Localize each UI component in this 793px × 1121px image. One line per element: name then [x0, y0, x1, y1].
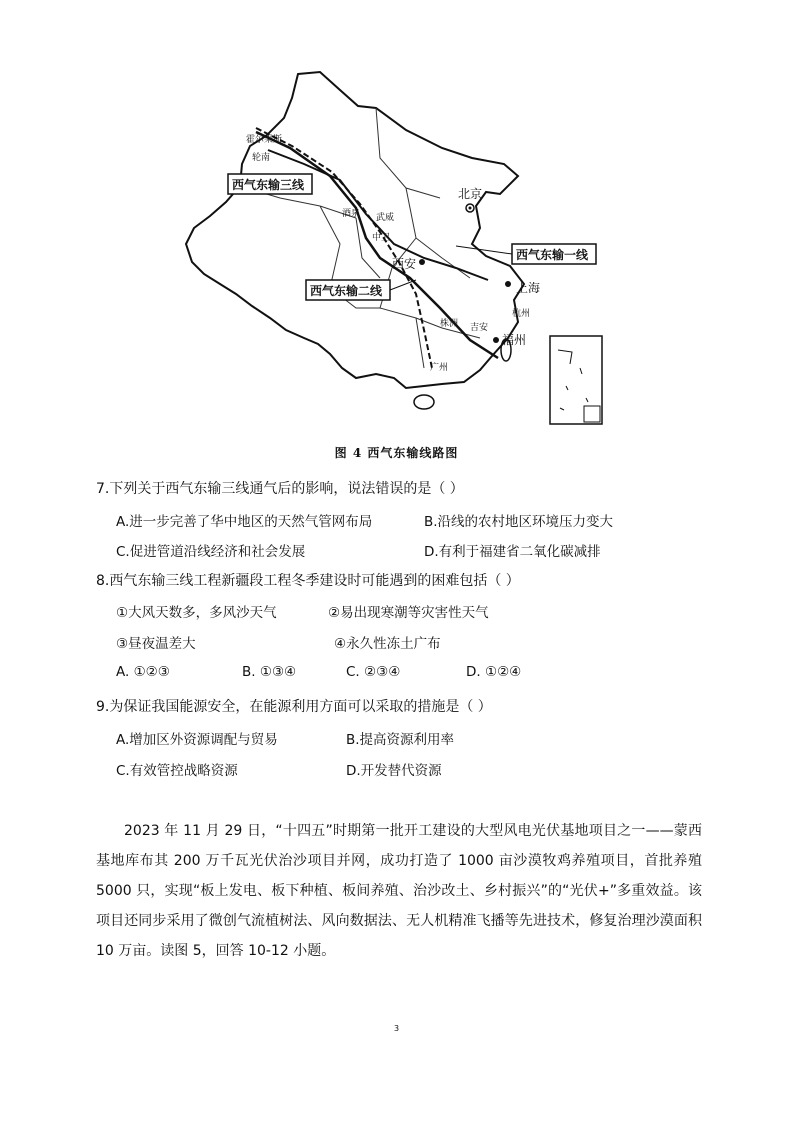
q9-option-c: C.有效管控战略资源: [116, 763, 238, 779]
page-number: 3: [393, 1024, 400, 1033]
line1-label: 西气东输一线: [516, 248, 589, 262]
fuzhou-marker: [493, 337, 499, 343]
q9-option-d: D.开发替代资源: [346, 763, 442, 779]
zhuzhou-label: 株洲: [440, 319, 459, 329]
south-sea-inset: [550, 336, 602, 424]
passage-text: 2023 年 11 月 29 日，“十四五”时期第一批开工建设的大型风电光伏基地项目之一——蒙西基地库布其 200 万千瓦光伏治沙项目并网，成功打造了 1000 亩沙漠牧鸡养殖项目，首批养殖 5000 只，实现“板上发电、板下种植、板间养殖、治沙改土、乡村振兴”的“光伏+”多重效益。该项目还同步采用了微创气流植树法、风向数据法、无人机精准飞播等先进技术，修复治理沙漠面积 10 万亩。读图 5，回答 10-12 小题。: [96, 823, 702, 959]
xian-label: 西安: [392, 257, 417, 271]
guangzhou-label: 广州: [430, 363, 449, 373]
q7-option-b: B.沿线的农村地区环境压力变大: [424, 514, 614, 530]
q9-option-a: A.增加区外资源调配与贸易: [116, 732, 278, 748]
q9-option-b: B.提高资源利用率: [346, 732, 455, 748]
q8-item-4: ④永久性冻土广布: [334, 636, 441, 652]
q7-option-c: C.促进管道沿线经济和社会发展: [116, 544, 306, 560]
question-8-stem: 8.西气东输三线工程新疆段工程冬季建设时可能遇到的困难包括（ ）: [96, 573, 520, 589]
q8-item-1: ①大风天数多，多风沙天气: [116, 605, 277, 621]
q8-option-c: C. ②③④: [346, 664, 401, 680]
hainan-island: [414, 395, 434, 409]
q8-item-3: ③昼夜温差大: [116, 636, 196, 652]
question-7-stem: 7.下列关于西气东输三线通气后的影响，说法错误的是（ ）: [96, 481, 464, 497]
q8-option-b: B. ①③④: [242, 664, 297, 680]
pipeline-line2: [256, 128, 432, 368]
beijing-label: 北京: [458, 187, 483, 201]
wuwei-label: 武威: [376, 213, 395, 223]
zhongwei-label: 中卫: [372, 233, 391, 243]
hangzhou-label: 杭州: [512, 309, 531, 319]
pipeline-map: [180, 68, 612, 436]
q8-option-a: A. ①②③: [116, 664, 170, 680]
shanghai-label: 上海: [516, 281, 541, 295]
jian-label: 吉安: [470, 323, 489, 333]
shanghai-marker: [505, 281, 511, 287]
passage: [96, 816, 702, 966]
fuzhou-label: 福州: [502, 333, 527, 347]
luntai-label: 轮南: [252, 153, 271, 163]
line2-label: 西气东输二线: [310, 284, 383, 298]
china-map-svg: [180, 68, 612, 436]
q8-item-2: ②易出现寒潮等灾害性天气: [328, 605, 489, 621]
xian-marker: [419, 259, 425, 265]
figure-caption: 图 4 西气东输线路图: [334, 446, 459, 460]
pipeline-line3: [256, 132, 498, 358]
question-9-stem: 9.为保证我国能源安全，在能源利用方面可以采取的措施是（ ）: [96, 699, 492, 715]
jiuquan-label: 酒泉: [342, 209, 361, 219]
q7-option-a: A.进一步完善了华中地区的天然气管网布局: [116, 514, 373, 530]
province-lines: [240, 108, 483, 368]
korgas-label: 霍尔果斯: [246, 135, 283, 145]
line3-label: 西气东输三线: [232, 178, 305, 192]
q8-option-d: D. ①②④: [466, 664, 522, 680]
q7-option-d: D.有利于福建省二氧化碳减排: [424, 544, 601, 560]
china-outline: [186, 72, 527, 388]
